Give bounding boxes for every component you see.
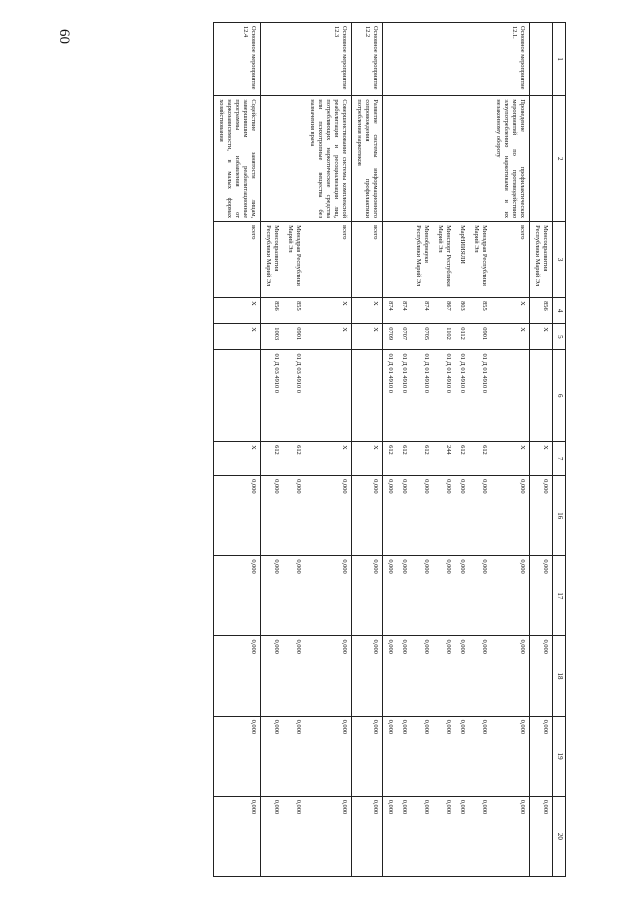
amount-cell: 0,000 — [411, 716, 433, 796]
column-header: 19 — [553, 716, 566, 796]
description-cell: Проведение профилактических мероприятий по противодействию злоупотреблению наркотиками и их незаконному обороту — [491, 96, 530, 222]
grbs-code-cell: 874 — [383, 298, 398, 324]
section-code-cell: 0112 — [455, 324, 469, 350]
table-row — [530, 23, 553, 877]
amount-cell: 0,000 — [433, 476, 455, 556]
amount-cell: 0,000 — [305, 476, 352, 556]
column-header: 1 — [553, 23, 566, 96]
amount-cell: 0,000 — [283, 636, 305, 716]
expense-type-cell: 244 — [433, 442, 455, 476]
executor-cell — [397, 222, 411, 298]
amount-cell: 0,000 — [530, 556, 553, 636]
measure-cell: Основное мероприятие 12.4 — [214, 23, 261, 96]
amount-cell: 0,000 — [491, 716, 530, 796]
budget-table — [213, 22, 566, 877]
table-row — [491, 23, 530, 877]
target-article-cell: 01 Д 03 4910 0 — [283, 350, 305, 442]
amount-cell: 0,000 — [305, 636, 352, 716]
amount-cell: 0,000 — [433, 556, 455, 636]
description-cell: Развитие системы информационного сопровождения профилактики потребления наркотиков — [352, 96, 383, 222]
amount-cell: 0,000 — [397, 716, 411, 796]
table-row — [283, 23, 305, 877]
grbs-code-cell: 856 — [530, 298, 553, 324]
amount-cell: 0,000 — [455, 796, 469, 876]
measure-cell: Основное мероприятие 12.1. — [491, 23, 530, 96]
target-article-cell — [214, 350, 261, 442]
grbs-code-cell: Х — [214, 298, 261, 324]
section-code-cell: Х — [352, 324, 383, 350]
amount-cell: 0,000 — [305, 796, 352, 876]
table-row — [469, 23, 491, 877]
amount-cell: 0,000 — [283, 556, 305, 636]
column-header: 6 — [553, 350, 566, 442]
measure-cell — [383, 23, 398, 96]
expense-type-cell: Х — [305, 442, 352, 476]
executor-cell: Минобрнауки Республики Марий Эл — [411, 222, 433, 298]
amount-cell: 0,000 — [383, 716, 398, 796]
grbs-code-cell: 874 — [411, 298, 433, 324]
grbs-code-cell: Х — [491, 298, 530, 324]
measure-cell — [455, 23, 469, 96]
expense-type-cell: 612 — [397, 442, 411, 476]
grbs-code-cell: 855 — [283, 298, 305, 324]
amount-cell: 0,000 — [455, 476, 469, 556]
target-article-cell: 01 Д 01 4910 0 — [397, 350, 411, 442]
executor-cell: Минспорт Республики Марий Эл — [433, 222, 455, 298]
amount-cell: 0,000 — [411, 556, 433, 636]
grbs-code-cell: Х — [305, 298, 352, 324]
target-article-cell: 01 Д 03 4910 0 — [261, 350, 284, 442]
description-cell — [530, 96, 553, 222]
expense-type-cell: 612 — [455, 442, 469, 476]
table-row — [214, 23, 261, 877]
column-header: 4 — [553, 298, 566, 324]
amount-cell: 0,000 — [411, 796, 433, 876]
amount-cell: 0,000 — [411, 476, 433, 556]
amount-cell: 0,000 — [261, 796, 284, 876]
amount-cell: 0,000 — [352, 796, 383, 876]
description-cell — [455, 96, 469, 222]
description-cell — [469, 96, 491, 222]
section-code-cell: 1003 — [261, 324, 284, 350]
table-container — [106, 22, 566, 877]
amount-cell: 0,000 — [455, 716, 469, 796]
amount-cell: 0,000 — [383, 796, 398, 876]
measure-cell: Основное мероприятие 12.2 — [352, 23, 383, 96]
amount-cell: 0,000 — [397, 476, 411, 556]
amount-cell: 0,000 — [214, 716, 261, 796]
amount-cell: 0,000 — [433, 796, 455, 876]
page-number: 60 — [56, 29, 72, 44]
description-cell: Совершенствование системы комплексной реабилитации и ресоциализации лиц, потребляющих наркотические средства или психотропные вещества без назначения врача — [305, 96, 352, 222]
amount-cell: 0,000 — [411, 636, 433, 716]
executor-cell: Минсоцразвития Республики Марий Эл — [261, 222, 284, 298]
description-cell — [433, 96, 455, 222]
amount-cell: 0,000 — [530, 716, 553, 796]
amount-cell: 0,000 — [383, 476, 398, 556]
executor-cell: всего — [214, 222, 261, 298]
description-cell — [261, 96, 284, 222]
amount-cell: 0,000 — [433, 636, 455, 716]
column-header: 3 — [553, 222, 566, 298]
amount-cell: 0,000 — [469, 476, 491, 556]
amount-cell: 0,000 — [530, 476, 553, 556]
section-code-cell: 1102 — [433, 324, 455, 350]
executor-cell: Минздрав Республики Марий Эл — [469, 222, 491, 298]
measure-cell: Основное мероприятие 12.3 — [305, 23, 352, 96]
amount-cell: 0,000 — [455, 556, 469, 636]
section-code-cell: Х — [305, 324, 352, 350]
executor-cell: Минздрав Республики Марий Эл — [283, 222, 305, 298]
target-article-cell: 01 Д 01 4910 0 — [383, 350, 398, 442]
target-article-cell: 01 Д 01 4910 0 — [469, 350, 491, 442]
section-code-cell: Х — [214, 324, 261, 350]
amount-cell: 0,000 — [397, 636, 411, 716]
target-article-cell — [305, 350, 352, 442]
amount-cell: 0,000 — [305, 556, 352, 636]
amount-cell: 0,000 — [469, 716, 491, 796]
amount-cell: 0,000 — [469, 636, 491, 716]
description-cell — [397, 96, 411, 222]
target-article-cell — [352, 350, 383, 442]
amount-cell: 0,000 — [491, 796, 530, 876]
executor-cell: всего — [491, 222, 530, 298]
amount-cell: 0,000 — [352, 636, 383, 716]
grbs-code-cell: 856 — [261, 298, 284, 324]
column-header: 16 — [553, 476, 566, 556]
amount-cell: 0,000 — [214, 476, 261, 556]
amount-cell: 0,000 — [352, 716, 383, 796]
amount-cell: 0,000 — [397, 796, 411, 876]
expense-type-cell: Х — [491, 442, 530, 476]
amount-cell: 0,000 — [352, 476, 383, 556]
amount-cell: 0,000 — [383, 636, 398, 716]
amount-cell: 0,000 — [455, 636, 469, 716]
measure-cell — [261, 23, 284, 96]
expense-type-cell: Х — [530, 442, 553, 476]
measure-cell — [411, 23, 433, 96]
amount-cell: 0,000 — [530, 636, 553, 716]
expense-type-cell: Х — [214, 442, 261, 476]
expense-type-cell: 612 — [469, 442, 491, 476]
target-article-cell: 01 Д 01 4910 0 — [411, 350, 433, 442]
expense-type-cell: 612 — [261, 442, 284, 476]
amount-cell: 0,000 — [214, 796, 261, 876]
amount-cell: 0,000 — [383, 556, 398, 636]
column-header: 7 — [553, 442, 566, 476]
amount-cell: 0,000 — [283, 476, 305, 556]
section-code-cell: 0705 — [411, 324, 433, 350]
amount-cell: 0,000 — [491, 556, 530, 636]
amount-cell: 0,000 — [305, 716, 352, 796]
column-header: 17 — [553, 556, 566, 636]
target-article-cell — [530, 350, 553, 442]
table-row — [305, 23, 352, 877]
measure-cell — [530, 23, 553, 96]
table-row — [411, 23, 433, 877]
measure-cell — [283, 23, 305, 96]
expense-type-cell: 612 — [411, 442, 433, 476]
column-header: 20 — [553, 796, 566, 876]
section-code-cell: Х — [530, 324, 553, 350]
measure-cell — [397, 23, 411, 96]
table-row — [383, 23, 398, 877]
amount-cell: 0,000 — [283, 716, 305, 796]
expense-type-cell: Х — [352, 442, 383, 476]
amount-cell: 0,000 — [261, 636, 284, 716]
expense-type-cell: 612 — [283, 442, 305, 476]
grbs-code-cell: Х — [352, 298, 383, 324]
table-body — [214, 23, 553, 877]
column-header: 18 — [553, 636, 566, 716]
grbs-code-cell: 874 — [397, 298, 411, 324]
table-row — [261, 23, 284, 877]
executor-cell: всего — [305, 222, 352, 298]
amount-cell: 0,000 — [261, 476, 284, 556]
section-code-cell: 0901 — [283, 324, 305, 350]
column-header: 2 — [553, 96, 566, 222]
description-cell — [283, 96, 305, 222]
column-header: 5 — [553, 324, 566, 350]
grbs-code-cell: 855 — [469, 298, 491, 324]
grbs-code-cell: 803 — [455, 298, 469, 324]
amount-cell: 0,000 — [261, 716, 284, 796]
measure-cell — [469, 23, 491, 96]
expense-type-cell: 612 — [383, 442, 398, 476]
amount-cell: 0,000 — [491, 476, 530, 556]
amount-cell: 0,000 — [530, 796, 553, 876]
table-row — [455, 23, 469, 877]
section-code-cell: 0901 — [469, 324, 491, 350]
section-code-cell: 0707 — [397, 324, 411, 350]
amount-cell: 0,000 — [283, 796, 305, 876]
target-article-cell: 01 Д 01 4910 0 — [455, 350, 469, 442]
target-article-cell — [491, 350, 530, 442]
description-cell — [383, 96, 398, 222]
amount-cell: 0,000 — [214, 556, 261, 636]
table-row — [433, 23, 455, 877]
table-row — [397, 23, 411, 877]
target-article-cell: 01 Д 01 4910 0 — [433, 350, 455, 442]
table-header — [553, 23, 566, 877]
section-code-cell: 0709 — [383, 324, 398, 350]
executor-cell — [383, 222, 398, 298]
amount-cell: 0,000 — [261, 556, 284, 636]
amount-cell: 0,000 — [469, 796, 491, 876]
amount-cell: 0,000 — [469, 556, 491, 636]
description-cell — [411, 96, 433, 222]
executor-cell: Минсоцразвития Республики Марий Эл — [530, 222, 553, 298]
description-cell: Содействие занятости лицам, завершившим реабилитационные программы избавления от наркозависимости, в малых формах хозяйствования — [214, 96, 261, 222]
amount-cell: 0,000 — [352, 556, 383, 636]
amount-cell: 0,000 — [491, 636, 530, 716]
amount-cell: 0,000 — [433, 716, 455, 796]
measure-cell — [433, 23, 455, 96]
executor-cell: МарНИИЯЛИ — [455, 222, 469, 298]
executor-cell: всего — [352, 222, 383, 298]
amount-cell: 0,000 — [214, 636, 261, 716]
section-code-cell: Х — [491, 324, 530, 350]
table-row — [352, 23, 383, 877]
grbs-code-cell: 867 — [433, 298, 455, 324]
amount-cell: 0,000 — [397, 556, 411, 636]
